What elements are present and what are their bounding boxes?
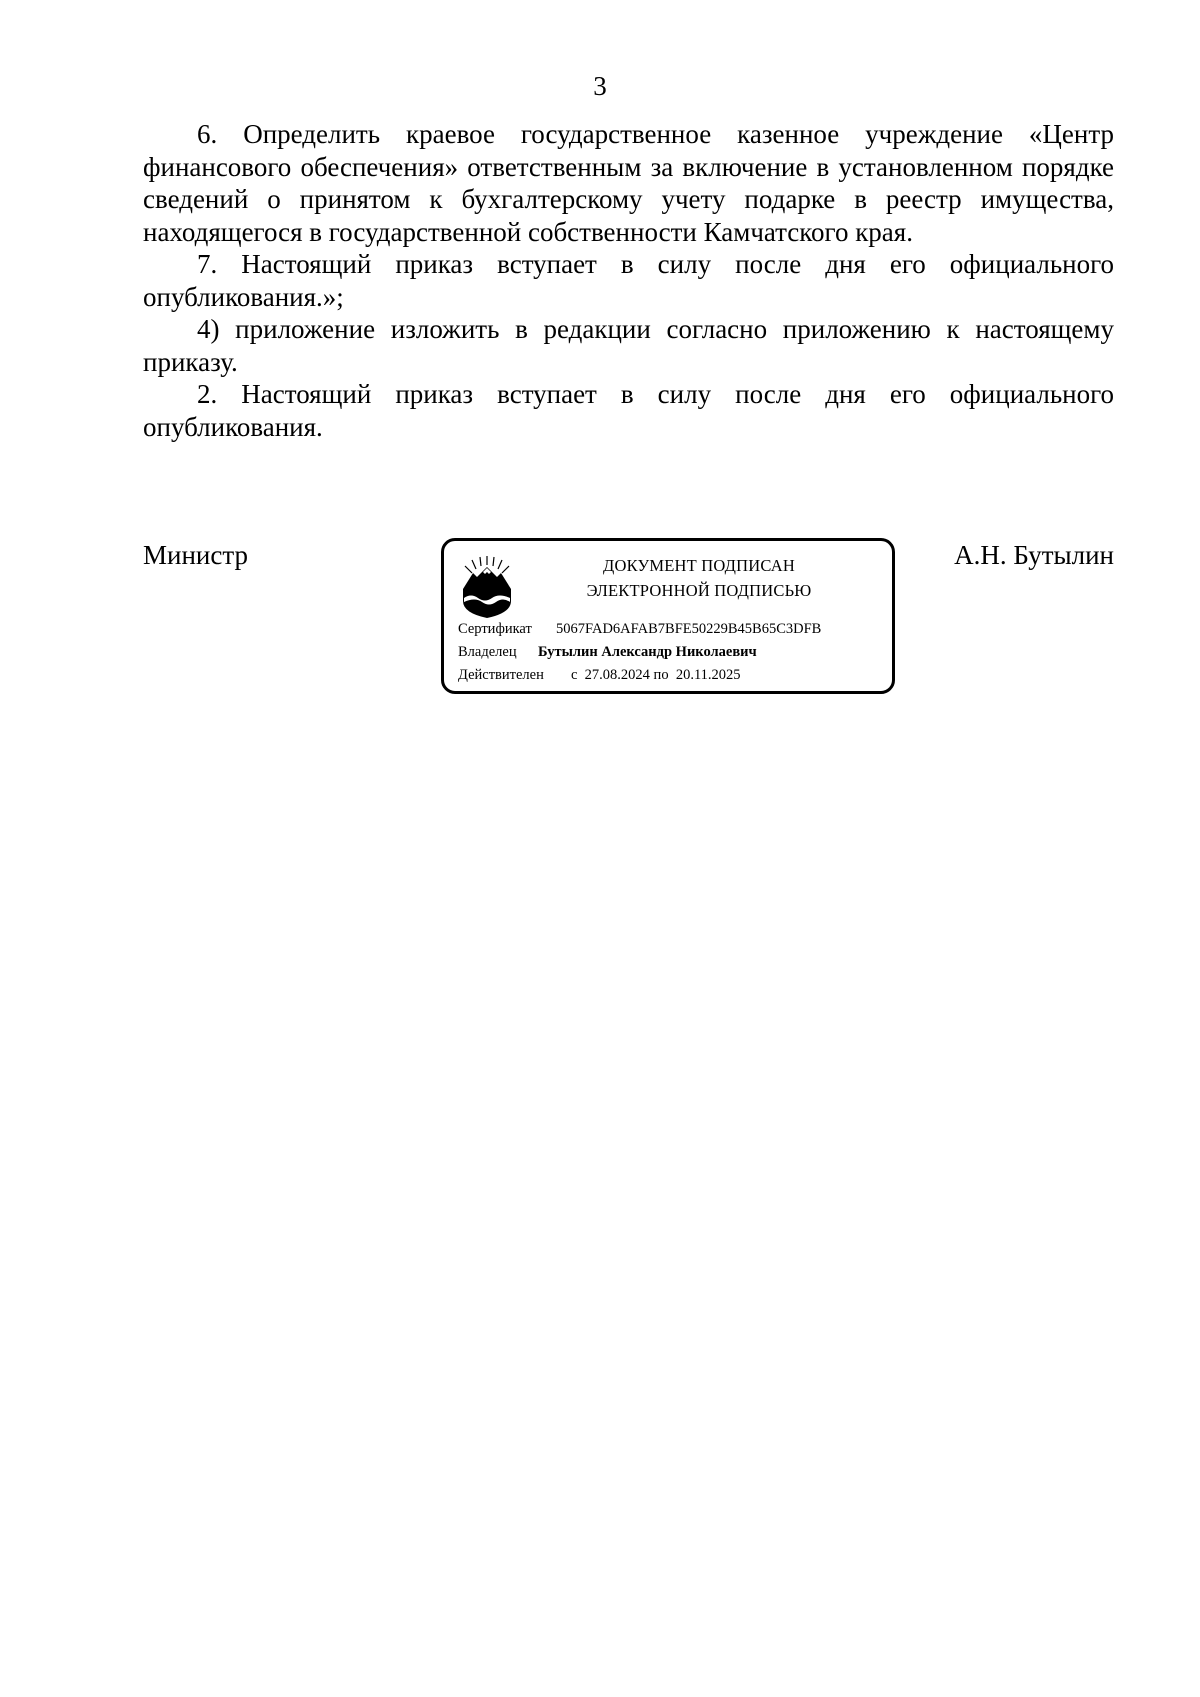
paragraph-item-6: 6. Определить краевое государственное казенное учреждение «Центр финансового обеспечения» ответственным за включение в установленном порядке сведений о принятом к бухгалтерскому учету подарке в реестр имущества, находящегося в государственной собственности Камчатского края. (143, 119, 1114, 247)
valid-value: с 27.08.2024 по 20.11.2025 (571, 667, 741, 683)
page-number: 3 (593, 71, 607, 101)
document-body (143, 118, 1114, 443)
stamp-heading-line1: ДОКУМЕНТ ПОДПИСАН (603, 556, 795, 575)
stamp-owner-row (458, 642, 757, 662)
electronic-signature-stamp (441, 538, 895, 694)
stamp-heading (534, 553, 864, 603)
signer-name: А.Н. Бутылин (954, 540, 1114, 570)
owner-value: Бутылин Александр Николаевич (538, 644, 757, 660)
signer-title: Министр (143, 540, 248, 570)
paragraph-subitem-4: 4) приложение изложить в редакции согласно приложению к настоящему приказу. (143, 314, 1114, 377)
paragraph-item-2: 2. Настоящий приказ вступает в силу после дня его официального опубликования. (143, 379, 1114, 442)
kamchatka-coat-of-arms-icon (459, 555, 515, 619)
stamp-heading-line2: ЭЛЕКТРОННОЙ ПОДПИСЬЮ (586, 581, 812, 600)
certificate-value: 5067FAD6AFAB7BFE50229B45B65C3DFB (556, 621, 822, 637)
stamp-validity-row (458, 665, 741, 685)
certificate-label: Сертификат (458, 621, 532, 637)
paragraph-item-7: 7. Настоящий приказ вступает в силу после дня его официального опубликования.»; (143, 249, 1114, 312)
signature-block (143, 538, 1114, 708)
stamp-certificate-row (458, 619, 821, 639)
valid-label: Действителен (458, 667, 544, 683)
owner-label: Владелец (458, 644, 517, 660)
